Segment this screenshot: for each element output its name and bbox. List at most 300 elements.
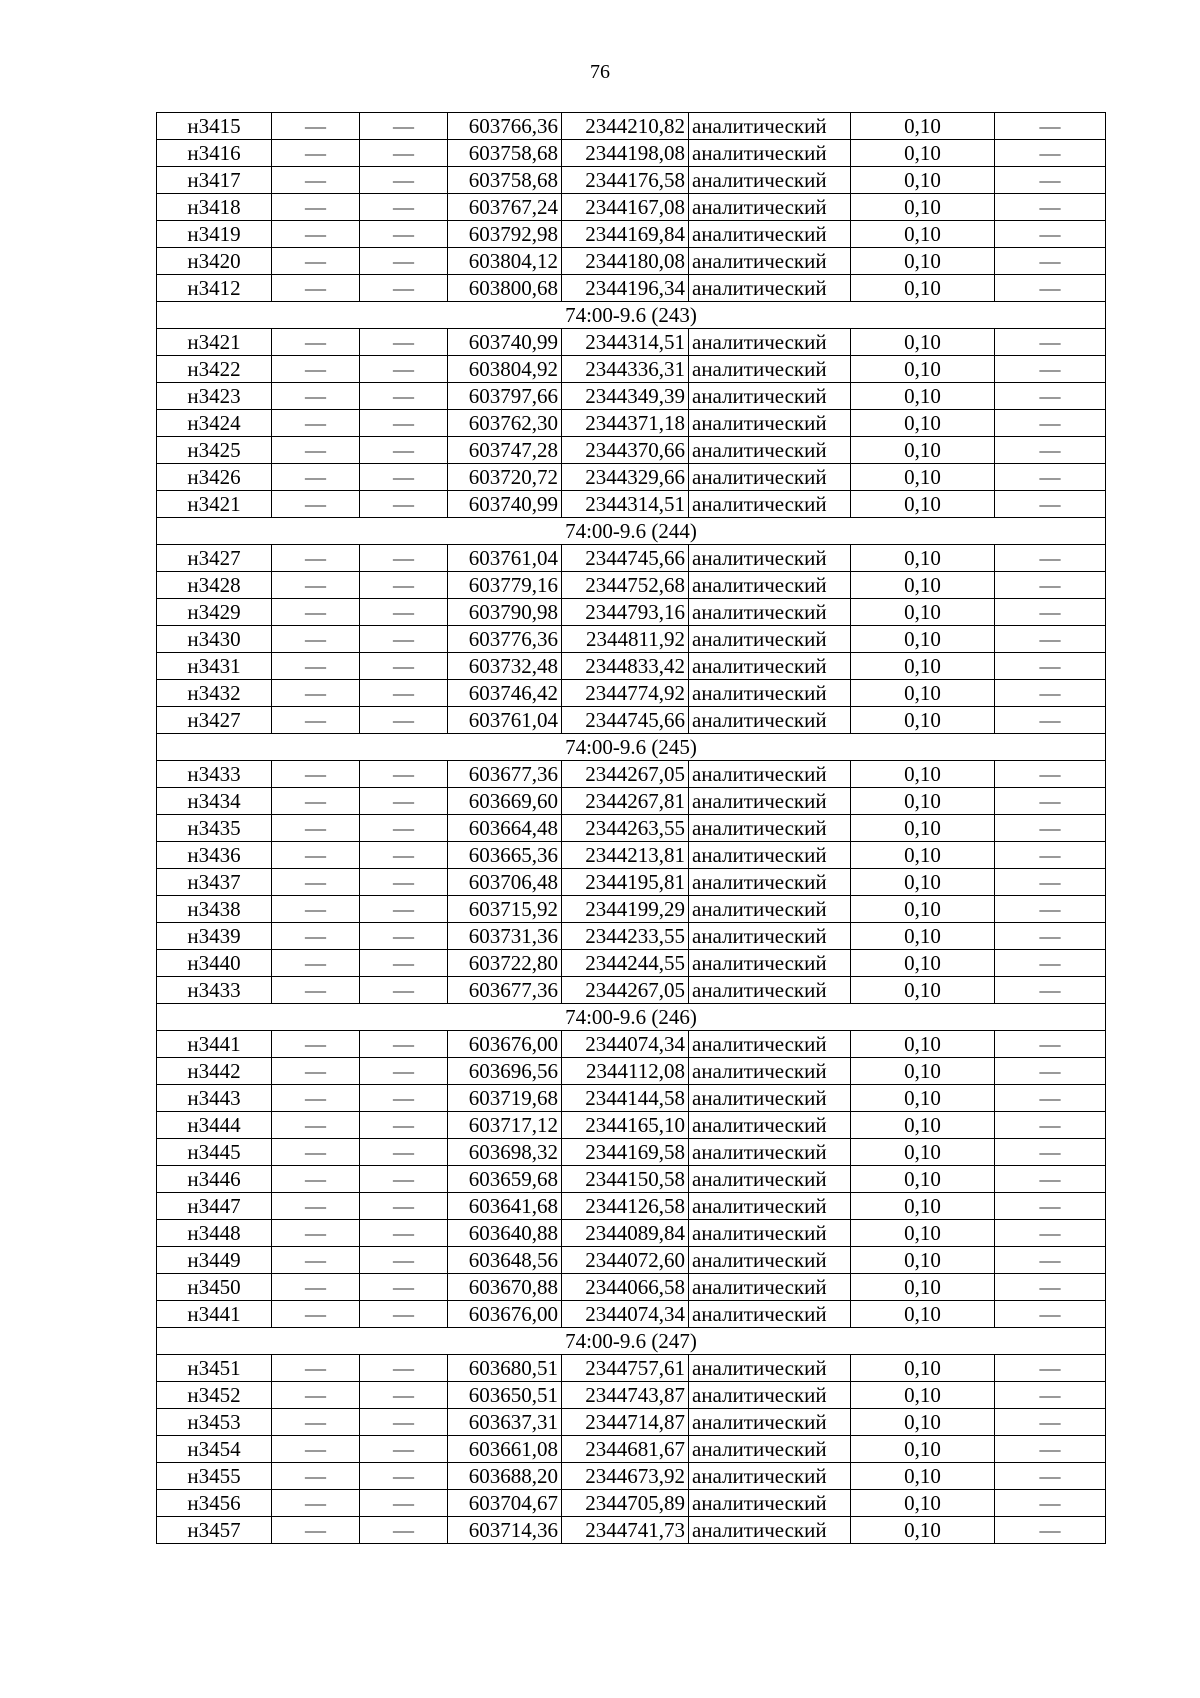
dash-cell: —	[272, 1166, 360, 1193]
dash-cell: —	[995, 1058, 1106, 1085]
dash-cell: —	[360, 113, 448, 140]
dash-cell: —	[360, 1220, 448, 1247]
dash-cell: —	[995, 1436, 1106, 1463]
dash-cell: —	[995, 1301, 1106, 1328]
point-name-cell: н3437	[157, 869, 272, 896]
y-coordinate-cell: 2344089,84	[562, 1220, 689, 1247]
dash-cell: —	[272, 572, 360, 599]
point-name-cell: н3441	[157, 1031, 272, 1058]
x-coordinate-cell: 603665,36	[448, 842, 562, 869]
dash-cell: —	[360, 626, 448, 653]
y-coordinate-cell: 2344150,58	[562, 1166, 689, 1193]
dash-cell: —	[272, 410, 360, 437]
x-coordinate-cell: 603717,12	[448, 1112, 562, 1139]
point-name-cell: н3445	[157, 1139, 272, 1166]
table-row	[157, 1517, 1106, 1544]
section-title: 74:00-9.6 (245)	[157, 734, 1106, 761]
dash-cell: —	[995, 383, 1106, 410]
dash-cell: —	[995, 1139, 1106, 1166]
point-name-cell: н3423	[157, 383, 272, 410]
coordinates-table-body	[157, 113, 1106, 1544]
method-cell: аналитический	[689, 1463, 851, 1490]
dash-cell: —	[360, 1301, 448, 1328]
coordinates-table	[156, 112, 1106, 1544]
method-cell: аналитический	[689, 1247, 851, 1274]
method-cell: аналитический	[689, 1139, 851, 1166]
method-cell: аналитический	[689, 572, 851, 599]
dash-cell: —	[360, 1355, 448, 1382]
table-row	[157, 599, 1106, 626]
dash-cell: —	[995, 977, 1106, 1004]
table-row	[157, 383, 1106, 410]
accuracy-cell: 0,10	[851, 599, 995, 626]
dash-cell: —	[360, 707, 448, 734]
method-cell: аналитический	[689, 167, 851, 194]
table-row	[157, 923, 1106, 950]
dash-cell: —	[995, 761, 1106, 788]
point-name-cell: н3434	[157, 788, 272, 815]
y-coordinate-cell: 2344745,66	[562, 707, 689, 734]
dash-cell: —	[360, 464, 448, 491]
dash-cell: —	[272, 1436, 360, 1463]
y-coordinate-cell: 2344774,92	[562, 680, 689, 707]
dash-cell: —	[272, 842, 360, 869]
point-name-cell: н3428	[157, 572, 272, 599]
point-name-cell: н3451	[157, 1355, 272, 1382]
y-coordinate-cell: 2344233,55	[562, 923, 689, 950]
x-coordinate-cell: 603762,30	[448, 410, 562, 437]
point-name-cell: н3431	[157, 653, 272, 680]
method-cell: аналитический	[689, 545, 851, 572]
method-cell: аналитический	[689, 1382, 851, 1409]
method-cell: аналитический	[689, 329, 851, 356]
table-row	[157, 653, 1106, 680]
x-coordinate-cell: 603664,48	[448, 815, 562, 842]
method-cell: аналитический	[689, 653, 851, 680]
method-cell: аналитический	[689, 680, 851, 707]
table-row	[157, 464, 1106, 491]
x-coordinate-cell: 603688,20	[448, 1463, 562, 1490]
table-row	[157, 896, 1106, 923]
accuracy-cell: 0,10	[851, 1247, 995, 1274]
point-name-cell: н3435	[157, 815, 272, 842]
point-name-cell: н3426	[157, 464, 272, 491]
table-row	[157, 1274, 1106, 1301]
dash-cell: —	[995, 1220, 1106, 1247]
y-coordinate-cell: 2344329,66	[562, 464, 689, 491]
table-row	[157, 329, 1106, 356]
method-cell: аналитический	[689, 140, 851, 167]
dash-cell: —	[995, 1031, 1106, 1058]
dash-cell: —	[272, 599, 360, 626]
dash-cell: —	[272, 896, 360, 923]
accuracy-cell: 0,10	[851, 788, 995, 815]
accuracy-cell: 0,10	[851, 1193, 995, 1220]
method-cell: аналитический	[689, 842, 851, 869]
dash-cell: —	[272, 167, 360, 194]
y-coordinate-cell: 2344314,51	[562, 329, 689, 356]
dash-cell: —	[360, 1463, 448, 1490]
dash-cell: —	[995, 842, 1106, 869]
y-coordinate-cell: 2344267,05	[562, 977, 689, 1004]
table-row	[157, 707, 1106, 734]
dash-cell: —	[272, 1409, 360, 1436]
y-coordinate-cell: 2344196,34	[562, 275, 689, 302]
x-coordinate-cell: 603677,36	[448, 977, 562, 1004]
point-name-cell: н3446	[157, 1166, 272, 1193]
point-name-cell: н3450	[157, 1274, 272, 1301]
x-coordinate-cell: 603722,80	[448, 950, 562, 977]
y-coordinate-cell: 2344165,10	[562, 1112, 689, 1139]
method-cell: аналитический	[689, 1274, 851, 1301]
dash-cell: —	[360, 1517, 448, 1544]
x-coordinate-cell: 603650,51	[448, 1382, 562, 1409]
dash-cell: —	[272, 248, 360, 275]
dash-cell: —	[360, 1139, 448, 1166]
y-coordinate-cell: 2344126,58	[562, 1193, 689, 1220]
accuracy-cell: 0,10	[851, 356, 995, 383]
table-row	[157, 1193, 1106, 1220]
section-title: 74:00-9.6 (247)	[157, 1328, 1106, 1355]
x-coordinate-cell: 603676,00	[448, 1301, 562, 1328]
dash-cell: —	[360, 1490, 448, 1517]
dash-cell: —	[995, 1274, 1106, 1301]
accuracy-cell: 0,10	[851, 194, 995, 221]
accuracy-cell: 0,10	[851, 923, 995, 950]
point-name-cell: н3444	[157, 1112, 272, 1139]
point-name-cell: н3430	[157, 626, 272, 653]
method-cell: аналитический	[689, 383, 851, 410]
dash-cell: —	[995, 1247, 1106, 1274]
method-cell: аналитический	[689, 248, 851, 275]
dash-cell: —	[995, 221, 1106, 248]
method-cell: аналитический	[689, 896, 851, 923]
dash-cell: —	[272, 1274, 360, 1301]
dash-cell: —	[995, 599, 1106, 626]
y-coordinate-cell: 2344144,58	[562, 1085, 689, 1112]
dash-cell: —	[272, 707, 360, 734]
x-coordinate-cell: 603706,48	[448, 869, 562, 896]
method-cell: аналитический	[689, 221, 851, 248]
dash-cell: —	[360, 194, 448, 221]
dash-cell: —	[272, 194, 360, 221]
dash-cell: —	[272, 1247, 360, 1274]
method-cell: аналитический	[689, 707, 851, 734]
x-coordinate-cell: 603648,56	[448, 1247, 562, 1274]
method-cell: аналитический	[689, 977, 851, 1004]
dash-cell: —	[360, 1085, 448, 1112]
method-cell: аналитический	[689, 1166, 851, 1193]
y-coordinate-cell: 2344074,34	[562, 1031, 689, 1058]
method-cell: аналитический	[689, 1220, 851, 1247]
x-coordinate-cell: 603720,72	[448, 464, 562, 491]
point-name-cell: н3417	[157, 167, 272, 194]
dash-cell: —	[360, 356, 448, 383]
method-cell: аналитический	[689, 194, 851, 221]
point-name-cell: н3456	[157, 1490, 272, 1517]
method-cell: аналитический	[689, 1517, 851, 1544]
dash-cell: —	[995, 1382, 1106, 1409]
dash-cell: —	[272, 977, 360, 1004]
y-coordinate-cell: 2344210,82	[562, 113, 689, 140]
dash-cell: —	[995, 869, 1106, 896]
table-row	[157, 1301, 1106, 1328]
dash-cell: —	[360, 842, 448, 869]
dash-cell: —	[272, 1058, 360, 1085]
x-coordinate-cell: 603779,16	[448, 572, 562, 599]
table-row	[157, 815, 1106, 842]
point-name-cell: н3443	[157, 1085, 272, 1112]
point-name-cell: н3449	[157, 1247, 272, 1274]
x-coordinate-cell: 603719,68	[448, 1085, 562, 1112]
x-coordinate-cell: 603704,67	[448, 1490, 562, 1517]
dash-cell: —	[995, 113, 1106, 140]
table-row	[157, 788, 1106, 815]
accuracy-cell: 0,10	[851, 1166, 995, 1193]
accuracy-cell: 0,10	[851, 950, 995, 977]
x-coordinate-cell: 603637,31	[448, 1409, 562, 1436]
dash-cell: —	[360, 1382, 448, 1409]
x-coordinate-cell: 603758,68	[448, 167, 562, 194]
y-coordinate-cell: 2344112,08	[562, 1058, 689, 1085]
y-coordinate-cell: 2344705,89	[562, 1490, 689, 1517]
accuracy-cell: 0,10	[851, 167, 995, 194]
point-name-cell: н3427	[157, 707, 272, 734]
y-coordinate-cell: 2344757,61	[562, 1355, 689, 1382]
point-name-cell: н3422	[157, 356, 272, 383]
dash-cell: —	[272, 869, 360, 896]
dash-cell: —	[360, 923, 448, 950]
dash-cell: —	[995, 1355, 1106, 1382]
accuracy-cell: 0,10	[851, 815, 995, 842]
point-name-cell: н3436	[157, 842, 272, 869]
y-coordinate-cell: 2344195,81	[562, 869, 689, 896]
table-row	[157, 491, 1106, 518]
dash-cell: —	[360, 545, 448, 572]
accuracy-cell: 0,10	[851, 140, 995, 167]
x-coordinate-cell: 603797,66	[448, 383, 562, 410]
y-coordinate-cell: 2344681,67	[562, 1436, 689, 1463]
method-cell: аналитический	[689, 275, 851, 302]
table-row	[157, 1031, 1106, 1058]
x-coordinate-cell: 603776,36	[448, 626, 562, 653]
point-name-cell: н3419	[157, 221, 272, 248]
table-row	[157, 626, 1106, 653]
x-coordinate-cell: 603732,48	[448, 653, 562, 680]
dash-cell: —	[360, 572, 448, 599]
dash-cell: —	[272, 1112, 360, 1139]
x-coordinate-cell: 603761,04	[448, 545, 562, 572]
dash-cell: —	[995, 950, 1106, 977]
accuracy-cell: 0,10	[851, 1382, 995, 1409]
dash-cell: —	[272, 383, 360, 410]
y-coordinate-cell: 2344066,58	[562, 1274, 689, 1301]
accuracy-cell: 0,10	[851, 707, 995, 734]
method-cell: аналитический	[689, 626, 851, 653]
x-coordinate-cell: 603740,99	[448, 329, 562, 356]
y-coordinate-cell: 2344169,84	[562, 221, 689, 248]
x-coordinate-cell: 603761,04	[448, 707, 562, 734]
dash-cell: —	[272, 464, 360, 491]
table-row	[157, 1166, 1106, 1193]
accuracy-cell: 0,10	[851, 1301, 995, 1328]
dash-cell: —	[995, 896, 1106, 923]
dash-cell: —	[272, 1031, 360, 1058]
dash-cell: —	[995, 788, 1106, 815]
table-row	[157, 437, 1106, 464]
y-coordinate-cell: 2344752,68	[562, 572, 689, 599]
x-coordinate-cell: 603766,36	[448, 113, 562, 140]
method-cell: аналитический	[689, 1193, 851, 1220]
x-coordinate-cell: 603696,56	[448, 1058, 562, 1085]
y-coordinate-cell: 2344371,18	[562, 410, 689, 437]
dash-cell: —	[272, 545, 360, 572]
method-cell: аналитический	[689, 1490, 851, 1517]
dash-cell: —	[360, 653, 448, 680]
accuracy-cell: 0,10	[851, 1463, 995, 1490]
dash-cell: —	[995, 626, 1106, 653]
dash-cell: —	[272, 1220, 360, 1247]
accuracy-cell: 0,10	[851, 545, 995, 572]
point-name-cell: н3418	[157, 194, 272, 221]
method-cell: аналитический	[689, 869, 851, 896]
point-name-cell: н3433	[157, 761, 272, 788]
table-row	[157, 1436, 1106, 1463]
accuracy-cell: 0,10	[851, 1085, 995, 1112]
method-cell: аналитический	[689, 923, 851, 950]
point-name-cell: н3455	[157, 1463, 272, 1490]
accuracy-cell: 0,10	[851, 1409, 995, 1436]
y-coordinate-cell: 2344714,87	[562, 1409, 689, 1436]
table-row	[157, 1490, 1106, 1517]
y-coordinate-cell: 2344833,42	[562, 653, 689, 680]
y-coordinate-cell: 2344072,60	[562, 1247, 689, 1274]
dash-cell: —	[360, 329, 448, 356]
method-cell: аналитический	[689, 410, 851, 437]
x-coordinate-cell: 603641,68	[448, 1193, 562, 1220]
dash-cell: —	[360, 1058, 448, 1085]
method-cell: аналитический	[689, 437, 851, 464]
point-name-cell: н3438	[157, 896, 272, 923]
dash-cell: —	[272, 1517, 360, 1544]
point-name-cell: н3454	[157, 1436, 272, 1463]
table-row	[157, 1355, 1106, 1382]
dash-cell: —	[360, 761, 448, 788]
table-row	[157, 1409, 1106, 1436]
table-row	[157, 1247, 1106, 1274]
point-name-cell: н3427	[157, 545, 272, 572]
dash-cell: —	[272, 1193, 360, 1220]
section-header-row	[157, 518, 1106, 545]
dash-cell: —	[360, 1436, 448, 1463]
y-coordinate-cell: 2344314,51	[562, 491, 689, 518]
dash-cell: —	[272, 788, 360, 815]
accuracy-cell: 0,10	[851, 1517, 995, 1544]
accuracy-cell: 0,10	[851, 680, 995, 707]
table-row	[157, 1112, 1106, 1139]
dash-cell: —	[360, 1166, 448, 1193]
point-name-cell: н3442	[157, 1058, 272, 1085]
dash-cell: —	[995, 653, 1106, 680]
dash-cell: —	[995, 1193, 1106, 1220]
dash-cell: —	[272, 275, 360, 302]
y-coordinate-cell: 2344370,66	[562, 437, 689, 464]
accuracy-cell: 0,10	[851, 572, 995, 599]
dash-cell: —	[995, 140, 1106, 167]
y-coordinate-cell: 2344169,58	[562, 1139, 689, 1166]
dash-cell: —	[272, 491, 360, 518]
accuracy-cell: 0,10	[851, 1274, 995, 1301]
dash-cell: —	[995, 356, 1106, 383]
accuracy-cell: 0,10	[851, 896, 995, 923]
accuracy-cell: 0,10	[851, 1031, 995, 1058]
point-name-cell: н3457	[157, 1517, 272, 1544]
table-row	[157, 1085, 1106, 1112]
accuracy-cell: 0,10	[851, 1139, 995, 1166]
dash-cell: —	[360, 950, 448, 977]
y-coordinate-cell: 2344180,08	[562, 248, 689, 275]
dash-cell: —	[272, 1382, 360, 1409]
accuracy-cell: 0,10	[851, 842, 995, 869]
dash-cell: —	[995, 1409, 1106, 1436]
dash-cell: —	[272, 815, 360, 842]
method-cell: аналитический	[689, 1058, 851, 1085]
dash-cell: —	[360, 1274, 448, 1301]
accuracy-cell: 0,10	[851, 977, 995, 1004]
accuracy-cell: 0,10	[851, 1112, 995, 1139]
y-coordinate-cell: 2344213,81	[562, 842, 689, 869]
y-coordinate-cell: 2344673,92	[562, 1463, 689, 1490]
y-coordinate-cell: 2344741,73	[562, 1517, 689, 1544]
dash-cell: —	[272, 1301, 360, 1328]
table-row	[157, 680, 1106, 707]
page-number: 76	[590, 61, 610, 83]
point-name-cell: н3432	[157, 680, 272, 707]
dash-cell: —	[995, 1085, 1106, 1112]
dash-cell: —	[272, 1463, 360, 1490]
dash-cell: —	[995, 194, 1106, 221]
x-coordinate-cell: 603746,42	[448, 680, 562, 707]
dash-cell: —	[360, 410, 448, 437]
table-row	[157, 248, 1106, 275]
x-coordinate-cell: 603676,00	[448, 1031, 562, 1058]
point-name-cell: н3424	[157, 410, 272, 437]
dash-cell: —	[272, 1355, 360, 1382]
table-row	[157, 950, 1106, 977]
dash-cell: —	[995, 248, 1106, 275]
dash-cell: —	[995, 1463, 1106, 1490]
table-row	[157, 356, 1106, 383]
y-coordinate-cell: 2344745,66	[562, 545, 689, 572]
dash-cell: —	[272, 950, 360, 977]
dash-cell: —	[272, 356, 360, 383]
method-cell: аналитический	[689, 1409, 851, 1436]
y-coordinate-cell: 2344743,87	[562, 1382, 689, 1409]
dash-cell: —	[360, 275, 448, 302]
accuracy-cell: 0,10	[851, 761, 995, 788]
y-coordinate-cell: 2344199,29	[562, 896, 689, 923]
dash-cell: —	[360, 977, 448, 1004]
table-row	[157, 977, 1106, 1004]
dash-cell: —	[272, 1085, 360, 1112]
dash-cell: —	[995, 329, 1106, 356]
accuracy-cell: 0,10	[851, 275, 995, 302]
point-name-cell: н3453	[157, 1409, 272, 1436]
dash-cell: —	[360, 815, 448, 842]
section-title: 74:00-9.6 (244)	[157, 518, 1106, 545]
x-coordinate-cell: 603800,68	[448, 275, 562, 302]
dash-cell: —	[360, 680, 448, 707]
